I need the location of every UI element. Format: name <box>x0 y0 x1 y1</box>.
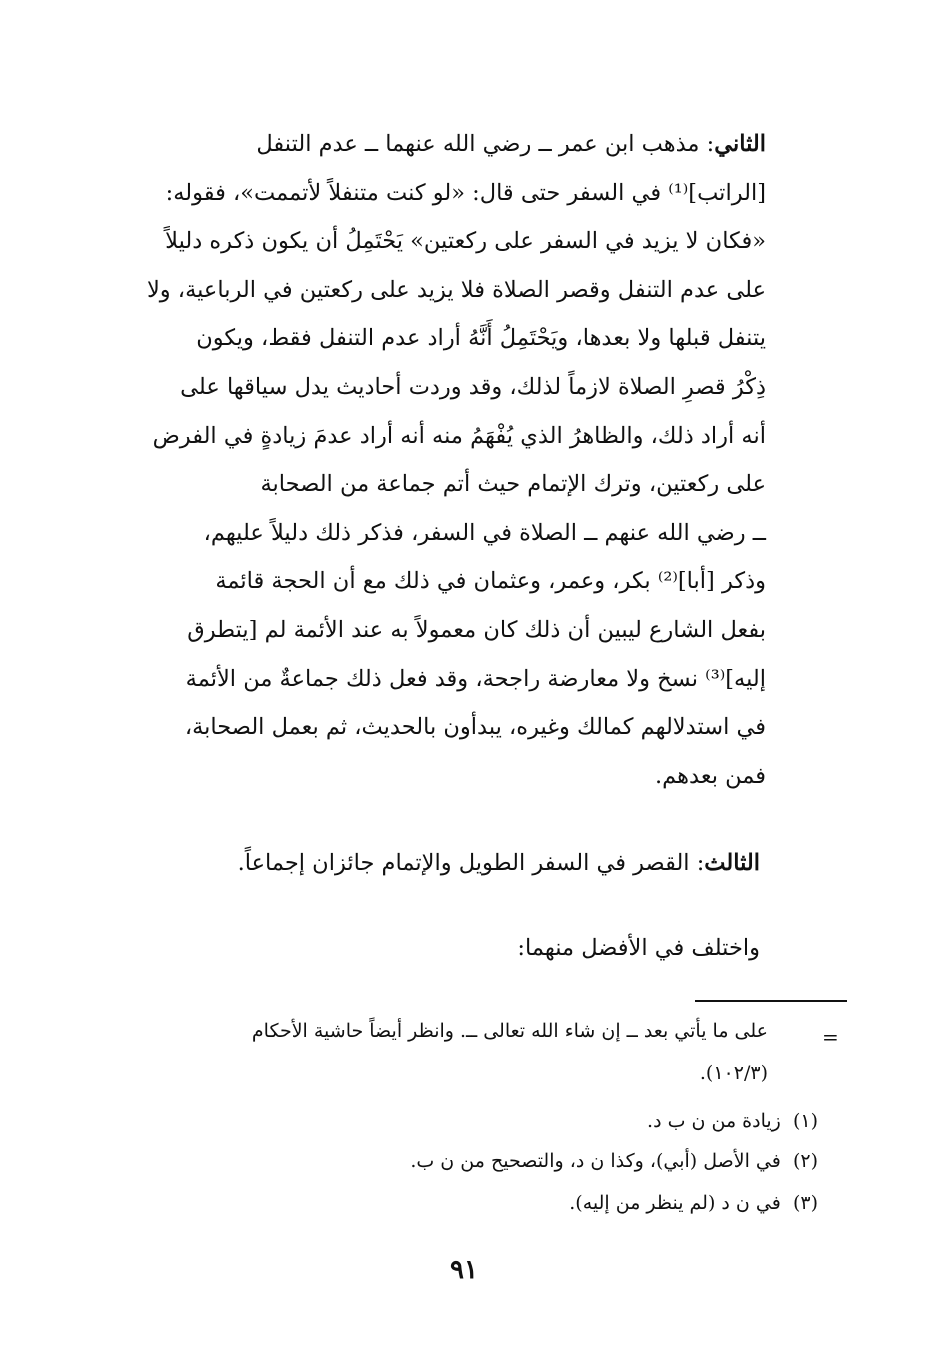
footnote-3 <box>569 1192 818 1214</box>
third-text: : القصر في السفر الطويل والإتمام جائزان إجماعاً. <box>237 850 705 876</box>
footnote-2 <box>410 1150 818 1172</box>
body-line: ــ رضي الله عنهم ــ الصلاة في السفر، فذكر ذلك دليلاً عليهم، <box>203 519 766 546</box>
body-line <box>150 122 766 171</box>
footnote-text: في ن د (لم ينظر من إليه). <box>569 1192 781 1214</box>
footnote-continuation: على ما يأتي بعد ــ إن شاء الله تعالى ــ. وانظر أيضاً حاشية الأحكام <box>251 1020 768 1042</box>
body-line: فمن بعدهم. <box>655 762 766 789</box>
lead-word: الثالث <box>704 850 760 876</box>
body-line: على ركعتين، وترك الإتمام حيث أتم جماعة من الصحابة <box>260 471 766 498</box>
body-line: [الراتب]⁽¹⁾ في السفر حتى قال: «لو كنت متنفلاً لأتممت»، فقوله: <box>165 179 766 206</box>
footnote-number: (١) <box>792 1110 818 1132</box>
body-line: أنه أراد ذلك، والظاهرُ الذي يُفْهَمُ منه أنه أراد عدمَ زيادةٍ في الفرض <box>152 422 766 449</box>
footnote-number: (٢) <box>792 1150 818 1172</box>
footnote-continuation: (١٠٢/٣). <box>699 1062 768 1084</box>
page-number: ٩١ <box>450 1255 478 1285</box>
continuation-mark: = <box>822 1025 839 1049</box>
footnote-divider <box>695 1000 847 1002</box>
body-line: إليه]⁽³⁾ نسخ ولا معارضة راجحة، وقد فعل ذلك جماعةٌ من الأئمة <box>185 665 766 692</box>
body-line: يتنفل قبلها ولا بعدها، ويَحْتَمِلُ أَنَّهُ أراد عدم التنفل فقط، ويكون <box>196 325 766 352</box>
body-line: وذكر [أبا]⁽²⁾ بكر، وعمر، وعثمان في ذلك مع أن الحجة قائمة <box>215 568 766 595</box>
lead-word: الثاني <box>714 131 766 157</box>
footnote-text: زيادة من ن ب د. <box>647 1110 781 1132</box>
third-point <box>238 850 760 876</box>
line-text: : مذهب ابن عمر ــ رضي الله عنهما ــ عدم التنفل <box>256 131 715 157</box>
footnote-1 <box>647 1110 818 1132</box>
body-line: بفعل الشارع ليبين أن ذلك كان معمولاً به عند الأئمة لم [يتطرق <box>187 616 766 643</box>
main-text <box>146 122 766 802</box>
footnote-text: في الأصل (أبي)، وكذا ن د، والتصحيح من ن ب. <box>410 1150 781 1172</box>
ikhtalaf-line: واختلف في الأفضل منهما: <box>517 935 760 961</box>
body-line: على عدم التنفل وقصر الصلاة فلا يزيد على ركعتين في الرباعية، ولا <box>146 276 766 303</box>
body-line: في استدلالهم كمالك وغيره، يبدأون بالحديث، ثم بعمل الصحابة، <box>184 714 766 741</box>
footnote-number: (٣) <box>792 1192 818 1214</box>
body-line: «فكان لا يزيد في السفر على ركعتين» يَحْتَمِلُ أن يكون ذكره دليلاً <box>165 228 766 255</box>
body-line: ذِكْرُ قصرِ الصلاة لازماً لذلك، وقد وردت أحاديث يدل سياقها على <box>180 373 766 400</box>
